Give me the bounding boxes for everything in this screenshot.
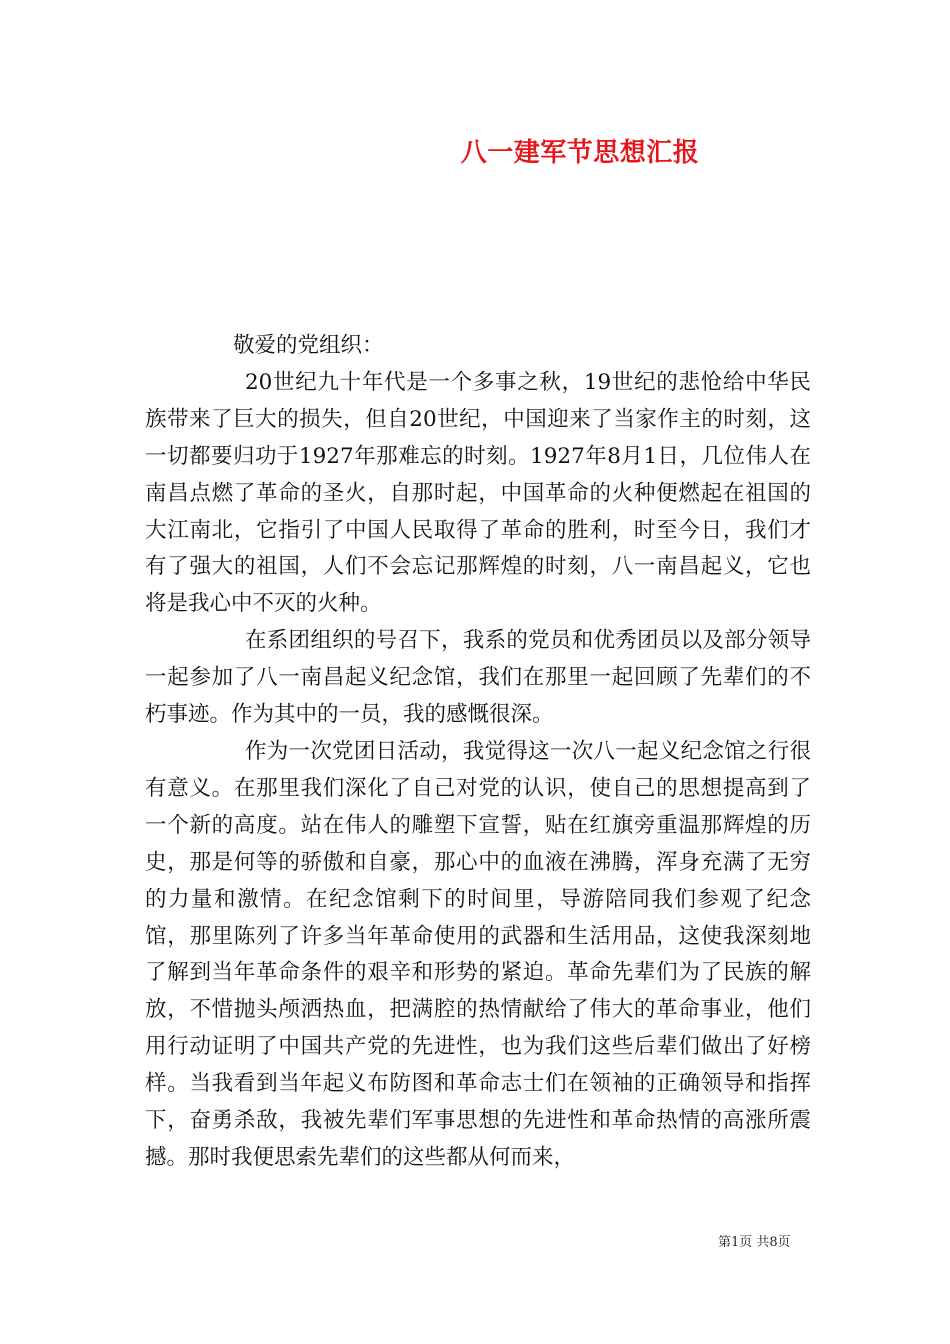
paragraph-1: 20世纪九十年代是一个多事之秋，19世纪的悲怆给中华民族带来了巨大的损失，但自20世纪，中国迎来了当家作主的时刻，这一切都要归功于1927年那难忘的时刻。1927年8月1日，几位伟人在南昌点燃了革命的圣火，自那时起，中国革命的火种便燃起在祖国的大江南北，它指引了中国人民取得了革命的胜利，时至今日，我们才有了强大的祖国，人们不会忘记那辉煌的时刻，八一南昌起义，它也将是我心中不灭的火种。	[145, 369, 811, 617]
document-body	[145, 328, 811, 1177]
paragraph-2: 在系团组织的号召下，我系的党员和优秀团员以及部分领导一起参加了八一南昌起义纪念馆，我们在那里一起回顾了先辈们的不朽事迹。作为其中的一员，我的感慨很深。	[145, 628, 811, 728]
salutation: 敬爱的党组织：	[233, 333, 384, 358]
document-title: 八一建军节思想汇报	[460, 138, 700, 168]
paragraph-3: 作为一次党团日活动，我觉得这一次八一起义纪念馆之行很有意义。在那里我们深化了自己对党的认识，使自己的思想提高到了一个新的高度。站在伟人的雕塑下宣誓，贴在红旗旁重温那辉煌的历史，那是何等的骄傲和自豪，那心中的血液在沸腾，浑身充满了无穷的力量和激情。在纪念馆剩下的时间里，导游陪同我们参观了纪念馆，那里陈列了许多当年革命使用的武器和生活用品，这使我深刻地了解到当年革命条件的艰辛和形势的紧迫。革命先辈们为了民族的解放，不惜抛头颅洒热血，把满腔的热情献给了伟大的革命事业，他们用行动证明了中国共产党的先进性，也为我们这些后辈们做出了好榜样。当我看到当年起义布防图和革命志士们在领袖的正确领导和指挥下，奋勇杀敌，我被先辈们军事思想的先进性和革命热情的高涨所震撼。那时我便思索先辈们的这些都从何而来，	[145, 738, 811, 1170]
page-footer: 第1页 共8页	[718, 1235, 791, 1250]
